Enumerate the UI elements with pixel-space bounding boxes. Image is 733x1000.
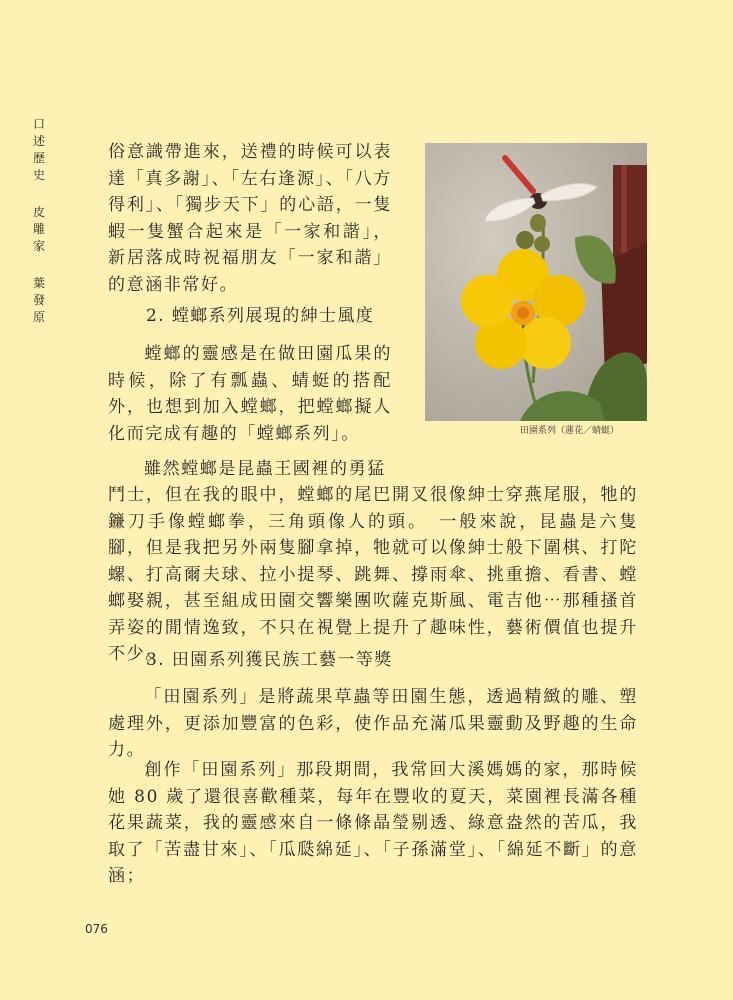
page-number: 076 (85, 922, 108, 936)
paragraph-mantis-gentleman: 鬥士，但在我的眼中，螳螂的尾巴開叉很像紳士穿燕尾服，牠的鐮刀手像螳螂拳，三角頭像人的頭。 一般來說，昆蟲是六隻腳，但是我把另外兩隻腳拿掉，牠就可以像紳士般下圍棋、打陀螺、打高爾夫球、拉小提琴、跳舞、撐雨傘、挑重擔、看書、螳螂娶親，甚至組成田園交響樂團吹薩克斯風、電吉他⋯那種搔首弄姿的閒情逸致，不只在視覺上提升了趣味性，藝術價值也提升不少。 (108, 485, 638, 664)
side-title-char: 原 (32, 310, 45, 324)
paragraph-mantis-inspiration (108, 341, 392, 447)
photo-caption: 田園系列（蓮花／蜻蜓） (520, 426, 620, 436)
side-title-char: 史 (32, 168, 45, 182)
paragraph-text: 創作「田園系列」那段期間，我常回大溪媽媽的家，那時候她 80 歲了還很喜歡種菜，每年在豐收的夏天，菜園裡長滿各種花果蔬菜，我的靈感來自一條條晶瑩剔透、綠意盎然的苦瓜，我取了「苦盡甘來」、「瓜瓞綿延」、「子孫滿堂」、「綿延不斷」的意涵； (108, 760, 638, 886)
lotus-dragonfly-illustration (425, 143, 647, 421)
paragraph-greeting-meanings: 俗意識帶進來，送禮的時候可以表達「真多謝」、「左右逢源」、「八方得利」、「獨步天下」的心語，一隻蝦一隻蟹合起來是「一家和諧」，新居落成時祝福朋友「一家和諧」的意涵非常好。 (108, 142, 392, 295)
side-title-char: 葉 (32, 276, 45, 290)
side-title-char: 發 (32, 293, 45, 307)
paragraph-text: 螳螂的靈感是在做田園瓜果的時候，除了有瓢蟲、蜻蜓的搭配外，也想到加入螳螂，把螳螂擬人化而完成有趣的「螳螂系列」。 (108, 344, 392, 444)
side-title-char: 歷 (32, 151, 45, 165)
side-title-char: 皮 (32, 205, 45, 219)
side-title-char: 口 (32, 117, 45, 131)
artwork-photo-lotus-dragonfly (425, 143, 647, 421)
paragraph-field-series (108, 684, 638, 764)
side-running-title (31, 116, 47, 326)
paragraph-text: 雖然螳螂是昆蟲王國裡的勇猛 (144, 459, 386, 479)
section-heading-field-series-award: 3. 田園系列獲民族工藝一等獎 (146, 650, 393, 670)
side-title-char: 述 (32, 134, 45, 148)
side-title-char: 雕 (32, 222, 45, 236)
paragraph-mother-garden (108, 757, 638, 890)
paragraph-mantis-warrior-first-line (108, 456, 392, 483)
paragraph-text: 「田園系列」是將蔬果草蟲等田園生態，透過精緻的雕、塑處理外，更添加豐富的色彩，使作品充滿瓜果靈動及野趣的生命力。 (108, 687, 638, 760)
section-heading-mantis: 2. 螳螂系列展現的紳士風度 (146, 306, 375, 326)
side-title-char: 家 (32, 239, 45, 253)
side-title-gap (31, 184, 47, 204)
side-title-gap (31, 255, 47, 275)
